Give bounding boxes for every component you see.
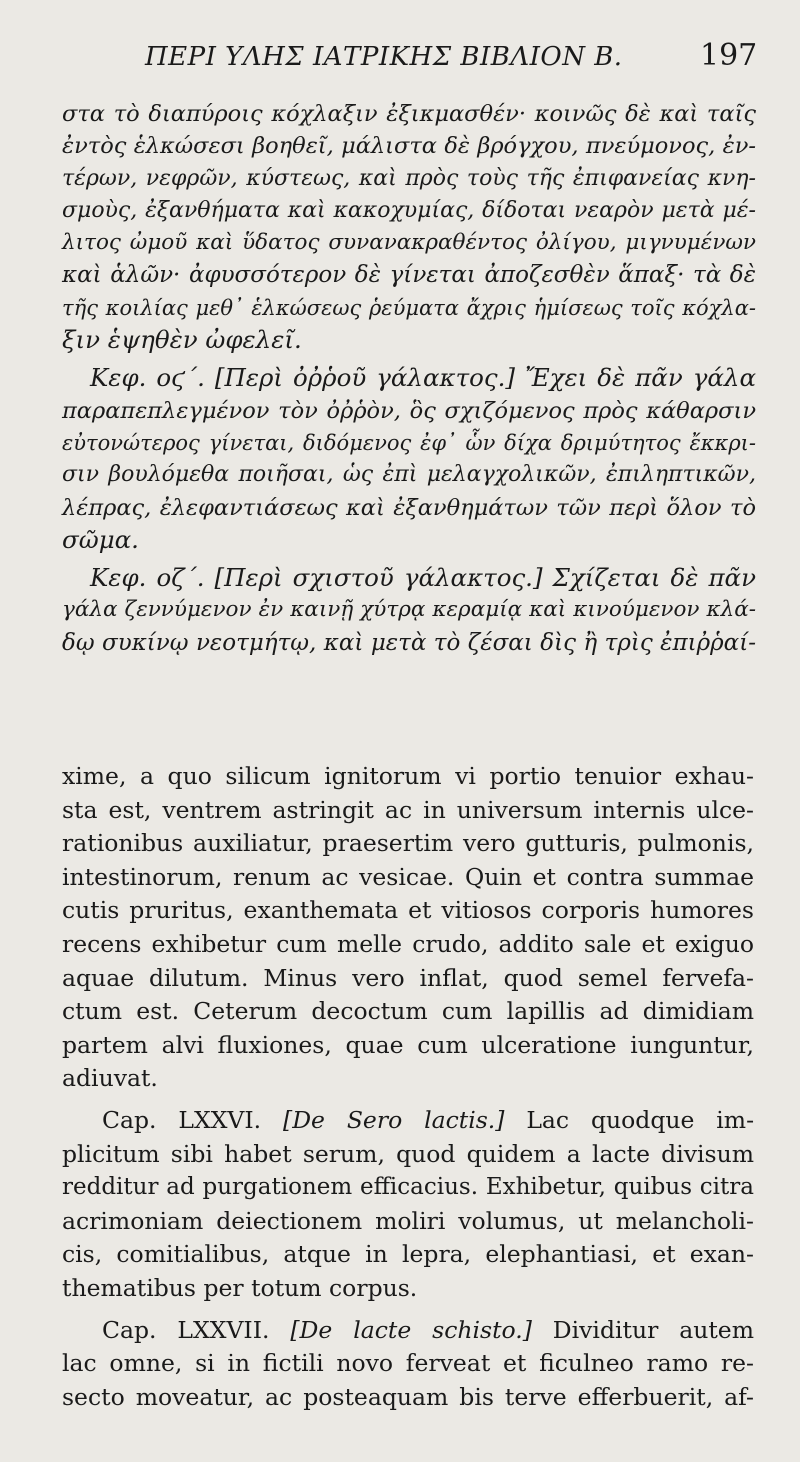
latin-line: xime, a quo silicum ignitorum vi portio tenuior exhau-: [62, 762, 754, 790]
latin-line: aquae dilutum. Minus vero inflat, quod semel fervefa-: [62, 963, 754, 992]
greek-chapter-heading: Κεφ. οζ΄. [Περὶ σχιστοῦ γάλακτος.] Σχίζεται δὲ πᾶν: [90, 563, 756, 593]
latin-line: recens exhibetur cum melle crudo, addito sale et exiguo: [62, 929, 754, 958]
latin-line: plicitum sibi habet serum, quod quidem a lacte divisum: [62, 1139, 754, 1168]
greek-chapter-heading: Κεφ. οϛ΄. [Περὶ ὀῤῥοῦ γάλακτος.] Ἔχει δὲ πᾶν γάλα: [90, 363, 756, 393]
chapter-77-heading-line: [62, 1314, 754, 1348]
latin-text: [62, 760, 754, 1414]
greek-line: καὶ ἁλῶν· ἀφυσσότερον δὲ γίνεται ἀποζεσθὲν ἅπαξ· τὰ δὲ: [62, 262, 756, 289]
greek-line: παραπεπλεγμένον τὸν ὀῤῥὸν, ὃς σχιζόμενος πρὸς κάθαρσιν: [62, 397, 756, 424]
chapter-76-heading-line: [62, 1104, 754, 1138]
greek-line: τέρων, νεφρῶν, κύστεως, καὶ πρὸς τοὺς τῆς ἐπιφανείας κνη-: [62, 165, 756, 191]
greek-line: δῳ συκίνῳ νεοτμήτῳ, καὶ μετὰ τὸ ζέσαι δὶς ἢ τρὶς ἐπιῤῥαί-: [62, 629, 756, 656]
page-number: 197: [700, 38, 758, 73]
greek-line: τῆς κοιλίας μεθ᾽ ἑλκώσεως ῥεύματα ἄχρις ἡμίσεως τοῖς κόχλα-: [62, 295, 756, 320]
chapter-76-title: [De Sero lactis.]: [283, 1105, 505, 1134]
greek-line: σμοὺς, ἐξανθήματα καὶ κακοχυμίας, δίδοται νεαρὸν μετὰ μέ-: [62, 197, 756, 223]
latin-line: intestinorum, renum ac vesicae. Quin et contra summae: [62, 862, 754, 891]
latin-line: cis, comitialibus, atque in lepra, elephantiasi, et exan-: [62, 1240, 754, 1269]
chapter-76-first-text: Lac quodque im-: [526, 1105, 755, 1134]
chapter-76-label: Cap. LXXVI.: [102, 1105, 262, 1134]
latin-line: ctum est. Ceterum decoctum cum lapillis ad dimidiam: [62, 997, 754, 1026]
greek-line: γάλα ζεννύμενον ἐν καινῇ χύτρᾳ κεραμίᾳ καὶ κινούμενον κλά-: [62, 597, 756, 623]
latin-line: partem alvi fluxiones, quae cum ulceratione iunguntur,: [62, 1030, 754, 1059]
greek-line: σιν βουλόμεθα ποιῆσαι, ὡς ἐπὶ μελαγχολικῶν, ἐπιληπτικῶν,: [62, 462, 756, 488]
greek-line: ἐντὸς ἑλκώσεσι βοηθεῖ, μάλιστα δὲ βρόγχου, πνεύμονος, ἐν-: [62, 133, 756, 160]
latin-line: adiuvat.: [62, 1064, 158, 1093]
greek-line: εὐτονώτερος γίνεται, διδόμενος ἐφ᾽ ὧν δίχα δριμύτητος ἔκκρι-: [62, 430, 756, 455]
latin-line: cutis pruritus, exanthemata et vitiosos corporis humores: [62, 896, 754, 925]
greek-line: λέπρας, ἐλεφαντιάσεως καὶ ἐξανθημάτων τῶν περὶ ὅλον τὸ: [62, 494, 756, 521]
latin-line: redditur ad purgationem efficacius. Exhibetur, quibus citra: [62, 1174, 754, 1201]
chapter-77-first-text: Dividitur autem: [552, 1315, 754, 1344]
greek-text: [62, 98, 756, 659]
latin-line: secto moveatur, ac posteaquam bis terve efferbuerit, af-: [62, 1382, 754, 1411]
running-title: ΠΕΡΙ ΥΛΗΣ ΙΑΤΡΙΚΗΣ ΒΙΒΛΙΟΝ Β.: [145, 42, 623, 72]
greek-line: λιτος ὠμοῦ καὶ ὕδατος συνανακραθέντος ὀλίγου, μιγνυμένων: [62, 230, 756, 256]
chapter-77-label: Cap. LXXVII.: [102, 1315, 270, 1344]
greek-line: σῶμα.: [62, 524, 139, 554]
latin-line: thematibus per totum corpus.: [62, 1273, 418, 1302]
greek-line: στα τὸ διαπύροις κόχλαξιν ἐξικμασθέν· κοινῶς δὲ καὶ ταῖς: [62, 101, 756, 127]
latin-line: rationibus auxiliatur, praesertim vero gutturis, pulmonis,: [62, 829, 754, 858]
latin-line: lac omne, si in fictili novo ferveat et ficulneo ramo re-: [62, 1349, 754, 1378]
running-header: [0, 34, 800, 82]
latin-line: sta est, ventrem astringit ac in universum internis ulce-: [62, 795, 754, 824]
chapter-77-title: [De lacte schisto.]: [290, 1315, 532, 1344]
greek-line: ξιν ἑψηθὲν ὠφελεῖ.: [62, 325, 302, 355]
latin-line: acrimoniam deiectionem moliri volumus, ut melancholi-: [62, 1206, 754, 1235]
